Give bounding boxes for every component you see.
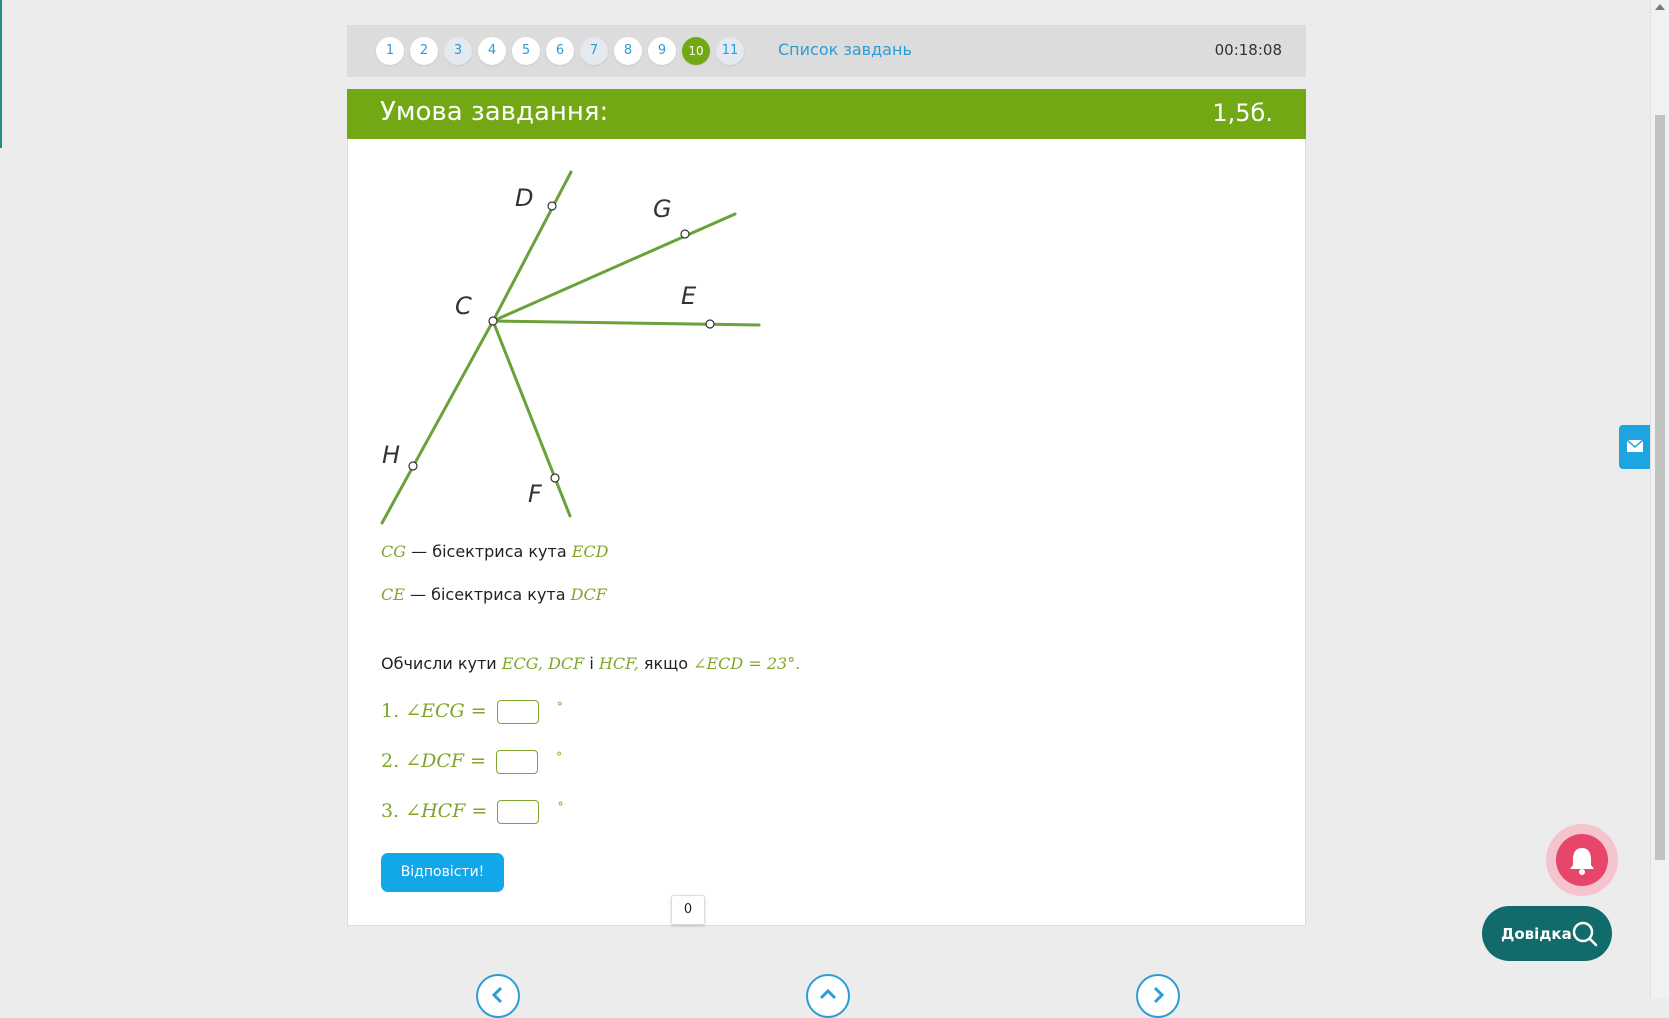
scrollbar-thumb[interactable] xyxy=(1655,115,1665,860)
timer: 00:18:08 xyxy=(1214,41,1282,59)
question-angles-1: ECG, DCF xyxy=(501,654,585,673)
previous-task-button[interactable] xyxy=(476,974,520,1018)
task-navigation-bar xyxy=(347,25,1306,77)
task-number-8[interactable]: 8 xyxy=(614,37,642,65)
answer-row-2 xyxy=(381,750,562,774)
condition-header xyxy=(347,89,1306,139)
answer-1-label: ∠ECG = xyxy=(405,700,487,722)
task-points: 1,5б. xyxy=(1212,99,1273,127)
statement-1-ray: CG xyxy=(381,542,407,561)
ray-ce xyxy=(493,321,759,325)
question-angles-2: HCF, xyxy=(598,654,639,673)
answer-1-degree: ° xyxy=(556,700,563,714)
statement-2 xyxy=(381,585,607,604)
point-g-marker xyxy=(681,230,689,238)
bell-icon xyxy=(1556,834,1608,886)
answer-3-input[interactable] xyxy=(497,800,539,824)
statement-2-angle: DCF xyxy=(570,585,607,604)
task-number-1[interactable]: 1 xyxy=(376,37,404,65)
ray-cg xyxy=(493,214,735,321)
task-number-11[interactable]: 11 xyxy=(716,37,744,65)
answer-1-input[interactable] xyxy=(497,700,539,724)
geometry-figure xyxy=(348,139,768,529)
scroll-top-button[interactable] xyxy=(806,974,850,1018)
task-number-6[interactable]: 6 xyxy=(546,37,574,65)
question-conj: і xyxy=(584,654,599,673)
answer-row-3 xyxy=(381,800,563,824)
answer-2-degree: ° xyxy=(556,750,563,764)
task-number-2[interactable]: 2 xyxy=(410,37,438,65)
notification-button[interactable] xyxy=(1546,824,1618,896)
question-given: ∠ECD = 23°. xyxy=(693,654,801,673)
point-h-marker xyxy=(409,462,417,470)
task-number-9[interactable]: 9 xyxy=(648,37,676,65)
point-f-marker xyxy=(551,474,559,482)
condition-title: Умова завдання: xyxy=(380,97,609,127)
statement-1-text: — бісектриса кута xyxy=(406,542,572,561)
question-prefix: Обчисли кути xyxy=(381,654,502,673)
question-mid: якщо xyxy=(638,654,694,673)
notification-button-inner xyxy=(1556,834,1608,886)
submit-answer-button[interactable]: Відповісти! xyxy=(381,853,504,892)
task-number-7[interactable]: 7 xyxy=(580,37,608,65)
left-accent-bar xyxy=(0,0,2,148)
point-label-c: C xyxy=(455,292,472,320)
mail-icon xyxy=(1627,440,1643,452)
ray-ch xyxy=(382,321,493,523)
statement-2-ray: CE xyxy=(381,585,405,604)
point-label-f: F xyxy=(528,480,542,508)
answer-1-number: 1. xyxy=(381,700,400,722)
point-label-g: G xyxy=(653,195,672,223)
statement-2-text: — бісектриса кута xyxy=(404,585,571,604)
answer-2-label: ∠DCF = xyxy=(405,750,487,772)
point-c-marker xyxy=(489,317,497,325)
point-d-marker xyxy=(548,202,556,210)
chevron-up-icon xyxy=(819,986,837,1004)
task-number-5[interactable]: 5 xyxy=(512,37,540,65)
task-number-3[interactable]: 3 xyxy=(444,37,472,65)
task-content xyxy=(347,139,1306,926)
help-button-label: Довідка xyxy=(1501,925,1572,943)
task-number-4[interactable]: 4 xyxy=(478,37,506,65)
chevron-right-icon xyxy=(1149,986,1167,1004)
answer-3-degree: ° xyxy=(557,800,564,814)
answer-2-input[interactable] xyxy=(496,750,538,774)
task-list-link[interactable]: Список завдань xyxy=(778,40,912,59)
task-question xyxy=(381,654,800,673)
statement-1 xyxy=(381,542,608,561)
statement-1-angle: ECD xyxy=(571,542,609,561)
answer-row-1 xyxy=(381,700,563,724)
scroll-up-arrow-icon[interactable] xyxy=(1655,4,1665,10)
chevron-left-icon xyxy=(489,986,507,1004)
page-scrollbar[interactable] xyxy=(1650,0,1669,998)
point-e-marker xyxy=(706,320,714,328)
next-task-button[interactable] xyxy=(1136,974,1180,1018)
counter-badge: 0 xyxy=(671,895,705,925)
point-label-h: H xyxy=(382,441,401,469)
answer-3-label: ∠HCF = xyxy=(405,800,488,822)
help-button[interactable] xyxy=(1482,906,1612,961)
point-label-e: E xyxy=(681,282,697,310)
search-icon xyxy=(1571,920,1599,948)
answer-2-number: 2. xyxy=(381,750,400,772)
feedback-mail-tab[interactable] xyxy=(1619,425,1651,469)
task-number-10-active[interactable]: 10 xyxy=(682,37,710,65)
answer-3-number: 3. xyxy=(381,800,400,822)
point-label-d: D xyxy=(515,184,534,212)
